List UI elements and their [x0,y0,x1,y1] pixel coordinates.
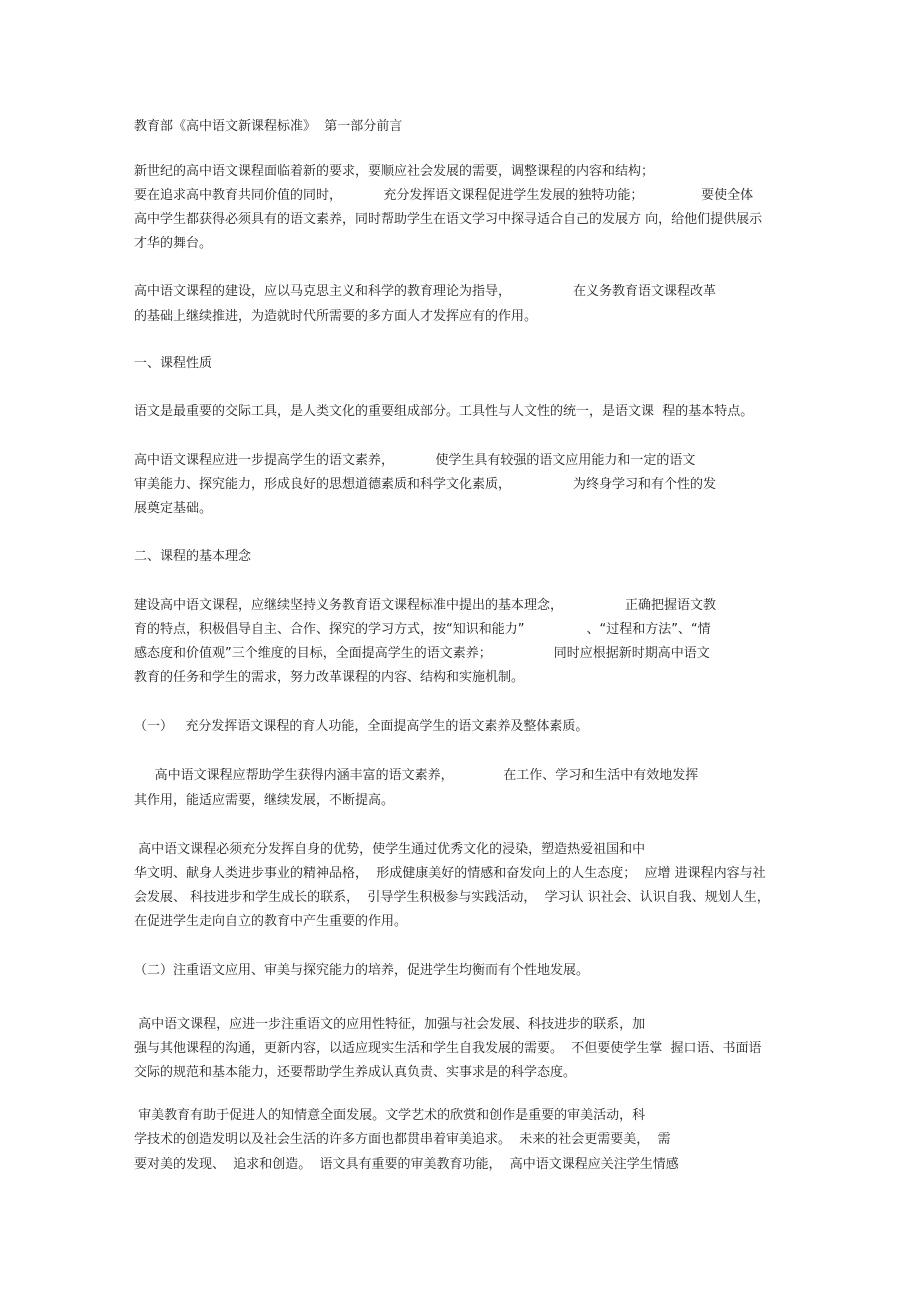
item1-heading: （一） 充分发挥语文课程的育人功能，全面提高学生的语文素养及整体素质。 [134,719,589,734]
item2-p2-line-1: 审美教育有助于促进人的知情意全面发展。文学艺术的欣赏和创作是重要的审美活动，科 [134,1108,646,1123]
preface-p2-line-2: 的基础上继续推进，为造就时代所需要的多方面人才发挥应有的作用。 [134,309,538,324]
section2-intro-line-1: 建设高中语文课程，应继续坚持义务教育语文课程标准中提出的基本理念， 正确把握语文教 [134,598,716,613]
item1-p1-line-1: 高中语文课程应帮助学生获得内涵丰富的语文素养， 在工作、学习和生活中有效地发挥 [134,768,699,783]
section2-intro-line-3: 感态度和价值观”三个维度的目标，全面提高学生的语文素养； 同时应根据新时期高中语文 [134,646,710,661]
item2-p1-line-1: 高中语文课程，应进一步注重语文的应用性特征，加强与社会发展、科技进步的联系，加 [134,1017,646,1032]
item1-p2-line-2: 华文明、献身人类进步事业的精神品格， 形成健康美好的情感和奋发向上的人生态度； 应增 进课程内容与社 [134,866,766,881]
preface-p1-line-2: 要在追求高中教育共同价值的同时， 充分发挥语文课程促进学生发展的独特功能； 要使全体 [134,188,754,203]
item2-heading: （二）注重语文应用、审美与探究能力的培养，促进学生均衡而有个性地发展。 [134,963,590,978]
section1-p2-line-3: 展奠定基础。 [134,501,213,516]
item2-p2-line-3: 要对美的发现、 追求和创造。 语文具有重要的审美教育功能， 高中语文课程应关注学生情感 [134,1157,679,1172]
preface-p2-line-1: 高中语文课程的建设，应以马克思主义和科学的教育理论为指导， 在义务教育语文课程改革 [134,284,716,299]
item2-p2-line-2: 学技术的创造发明以及社会生活的许多方面也都贯串着审美追求。 未来的社会更需要美， 需 [134,1132,671,1147]
section1-p2-line-1: 高中语文课程应进一步提高学生的语文素养， 使学生具有较强的语文应用能力和一定的语文 [134,453,696,468]
section1-heading: 一、课程性质 [134,356,213,371]
preface-p1-line-4: 才华的舞台。 [134,236,213,251]
item1-p2-line-3: 会发展、 科技进步和学生成长的联系， 引导学生积极参与实践活动， 学习认 识社会、认识自我、规划人生， [134,890,770,905]
section2-heading: 二、课程的基本理念 [134,549,252,564]
item1-p2-line-1: 高中语文课程必须充分发挥自身的优势，使学生通过优秀文化的浸染，塑造热爱祖国和中 [134,842,646,857]
section2-intro-line-2: 育的特点，积极倡导自主、合作、探究的学习方式，按“知识和能力” 、“过程和方法”、“情 [134,622,711,637]
section1-p2-line-2: 审美能力、探究能力，形成良好的思想道德素质和科学文化素质， 为终身学习和有个性的发 [134,477,716,492]
item1-p1-line-2: 其作用，能适应需要，继续发展，不断提高。 [134,793,395,808]
section1-p1: 语文是最重要的交际工具，是人类文化的重要组成部分。工具性与人文性的统一，是语文课 程的基本特点。 [134,404,754,419]
section2-intro-line-4: 教育的任务和学生的需求，努力改革课程的内容、结构和实施机制。 [134,670,525,685]
item2-p1-line-2: 强与其他课程的沟通，更新内容，以适应现实生活和学生自我发展的需要。 不但要使学生掌 握口语、书面语 [134,1041,762,1056]
item2-p1-line-3: 交际的规范和基本能力，还要帮助学生养成认真负责、实事求是的科学态度。 [134,1065,577,1080]
preface-p1-line-3: 高中学生都获得必须具有的语文素养，同时帮助学生在语文学习中探寻适合自己的发展方 向，给他们提供展示 [134,212,763,227]
item1-p2-line-4: 在促进学生走向自立的教育中产生重要的作用。 [134,914,408,929]
document-title: 教育部《高中语文新课程标准》 第一部分前言 [134,119,403,134]
preface-p1-line-1: 新世纪的高中语文课程面临着新的要求，要顺应社会发展的需要，调整课程的内容和结构； [134,164,655,179]
